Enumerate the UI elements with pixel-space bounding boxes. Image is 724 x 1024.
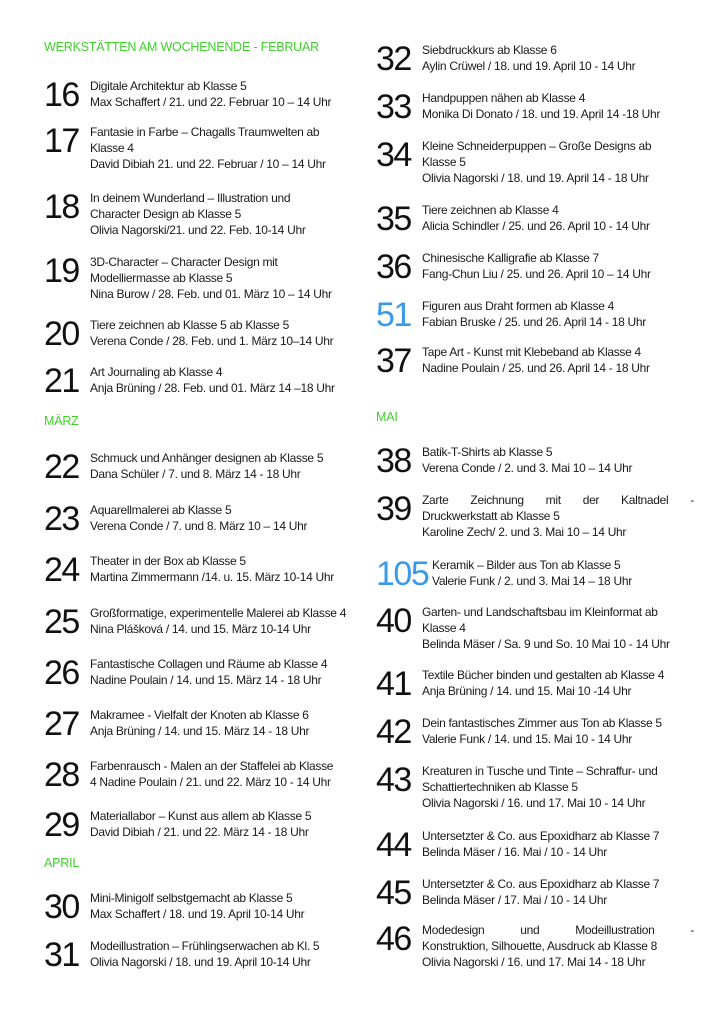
workshop-title: 3D-Character – Character Design mit [90, 255, 278, 269]
workshop-number: 44 [376, 826, 411, 864]
workshop-title: Großformatige, experimentelle Malerei ab Klasse 4 [90, 606, 347, 620]
workshop-title: Modeillustration – Frühlingserwachen ab Kl. 5 [90, 939, 320, 953]
workshop-instructor-date: Anja Brüning / 14. und 15. März 14 - 18 Uhr [90, 724, 310, 738]
workshop-title: Untersetzter & Co. aus Epoxidharz ab Klasse 7 [422, 829, 660, 843]
workshop-number: 46 [376, 920, 411, 958]
workshop-details [90, 553, 362, 585]
workshop-details [90, 890, 362, 922]
workshop-title: Untersetzter & Co. aus Epoxidharz ab Klasse 7 [422, 877, 660, 891]
workshop-number: 32 [376, 40, 411, 78]
workshop-title: Mini-Minigolf selbstgemacht ab Klasse 5 [90, 891, 293, 905]
section-heading-mai: MAI [376, 410, 398, 424]
workshop-details [90, 317, 362, 349]
workshop-details [422, 604, 694, 652]
workshop-title: Tape Art - Kunst mit Klebeband ab Klasse 4 [422, 345, 641, 359]
workshop-details [422, 202, 694, 234]
workshop-instructor-date: David Dibiah 21. und 22. Februar / 10 – 14 Uhr [90, 157, 326, 171]
workshop-number: 51 [376, 296, 411, 334]
workshop-title: Klasse 5 [422, 155, 466, 169]
workshop-title: Kleine Schneiderpuppen – Große Designs ab [422, 139, 652, 153]
workshop-details [422, 876, 694, 908]
workshop-details [90, 605, 362, 637]
workshop-details [90, 254, 362, 302]
workshop-instructor-date: Anja Brüning / 14. und 15. Mai 10 -14 Uhr [422, 684, 632, 698]
workshop-title: Garten- und Landschaftsbau im Kleinformat ab [422, 605, 658, 619]
workshop-number: 39 [376, 490, 411, 528]
workshop-title: Chinesische Kalligrafie ab Klasse 7 [422, 251, 599, 265]
workshop-number: 34 [376, 136, 411, 174]
workshop-details [432, 557, 694, 589]
workshop-instructor-date: Alicia Schindler / 25. und 26. April 10 - 14 Uhr [422, 219, 650, 233]
workshop-number: 27 [44, 705, 79, 743]
workshop-title: Art Journaling ab Klasse 4 [90, 365, 223, 379]
section-heading-maerz: MÄRZ [44, 414, 79, 428]
workshop-title: Konstruktion, Silhouette, Ausdruck ab Klasse 8 [422, 939, 658, 953]
workshop-title: Farbenrausch - Malen an der Staffelei ab Klasse [90, 759, 334, 773]
workshop-number: 22 [44, 448, 79, 486]
workshop-details [90, 364, 362, 396]
workshop-number: 29 [44, 806, 79, 844]
workshop-number: 19 [44, 252, 79, 290]
workshop-instructor-date: Nina Plášková / 14. und 15. März 10-14 Uhr [90, 622, 311, 636]
workshop-instructor-date: Olivia Nagorski / 16. und 17. Mai 14 - 18 Uhr [422, 955, 646, 969]
workshop-details [422, 667, 694, 699]
workshop-title: Tiere zeichnen ab Klasse 5 ab Klasse 5 [90, 318, 289, 332]
workshop-instructor-date: David Dibiah / 21. und 22. März 14 - 18 Uhr [90, 825, 309, 839]
workshop-number: 21 [44, 362, 79, 400]
workshop-instructor-date: Nina Burow / 28. Feb. und 01. März 10 – 14 Uhr [90, 287, 332, 301]
workshop-details [90, 656, 362, 688]
workshop-number: 35 [376, 200, 411, 238]
workshop-instructor-date: Verena Conde / 7. und 8. März 10 – 14 Uhr [90, 519, 308, 533]
workshop-title: Digitale Architektur ab Klasse 5 [90, 79, 247, 93]
workshop-title: Modedesign und Modeillustration - [422, 923, 694, 937]
workshop-instructor-date: Belinda Mäser / Sa. 9 und So. 10 Mai 10 - 14 Uhr [422, 637, 670, 651]
workshop-title: Fantastische Collagen und Räume ab Klasse 4 [90, 657, 328, 671]
workshop-instructor-date: Nadine Poulain / 14. und 15. März 14 - 18 Uhr [90, 673, 322, 687]
workshop-title: Theater in der Box ab Klasse 5 [90, 554, 246, 568]
workshop-title: Materiallabor – Kunst aus allem ab Klasse 5 [90, 809, 312, 823]
workshop-details [90, 758, 362, 790]
workshop-instructor-date: Karoline Zech/ 2. und 3. Mai 10 – 14 Uhr [422, 525, 627, 539]
workshop-details [90, 707, 362, 739]
workshop-details [422, 90, 694, 122]
workshop-details [422, 828, 694, 860]
workshop-instructor-date: Belinda Mäser / 16. Mai / 10 - 14 Uhr [422, 845, 607, 859]
workshop-details [422, 444, 694, 476]
workshop-details [90, 190, 362, 238]
workshop-details [90, 450, 362, 482]
workshop-title: Handpuppen nähen ab Klasse 4 [422, 91, 586, 105]
workshop-details [422, 715, 694, 747]
workshop-title: Klasse 4 [90, 141, 134, 155]
workshop-number: 26 [44, 654, 79, 692]
workshop-number: 105 [376, 555, 429, 593]
workshop-details [90, 124, 362, 172]
workshop-number: 37 [376, 342, 411, 380]
workshop-instructor-date: Valerie Funk / 14. und 15. Mai 10 - 14 Uhr [422, 732, 632, 746]
workshop-title: Tiere zeichnen ab Klasse 4 [422, 203, 559, 217]
workshop-instructor-date: Verena Conde / 28. Feb. und 1. März 10–14 Uhr [90, 334, 334, 348]
workshop-number: 20 [44, 315, 79, 353]
section-heading-april: APRIL [44, 856, 80, 870]
workshop-instructor-date: Aylin Crüwel / 18. und 19. April 10 - 14 Uhr [422, 59, 636, 73]
workshop-title: Keramik – Bilder aus Ton ab Klasse 5 [432, 558, 621, 572]
workshop-number: 40 [376, 602, 411, 640]
workshop-instructor-date: Belinda Mäser / 17. Mai / 10 - 14 Uhr [422, 893, 607, 907]
workshop-title: Siebdruckkurs ab Klasse 6 [422, 43, 557, 57]
workshop-title: Textile Bücher binden und gestalten ab Klasse 4 [422, 668, 665, 682]
workshop-title: Modelliermasse ab Klasse 5 [90, 271, 233, 285]
workshop-title: Makramee - Vielfalt der Knoten ab Klasse 6 [90, 708, 309, 722]
workshop-number: 36 [376, 248, 411, 286]
workshop-instructor-date: Verena Conde / 2. und 3. Mai 10 – 14 Uhr [422, 461, 633, 475]
workshop-instructor-date: Nadine Poulain / 25. und 26. April 14 - 18 Uhr [422, 361, 650, 375]
workshop-title: Figuren aus Draht formen ab Klasse 4 [422, 299, 614, 313]
workshop-details [422, 298, 694, 330]
workshop-details [422, 138, 694, 186]
workshop-instructor-date: Max Schaffert / 21. und 22. Februar 10 – 14 Uhr [90, 95, 332, 109]
workshop-instructor-date: Olivia Nagorski / 16. und 17. Mai 10 - 14 Uhr [422, 796, 646, 810]
workshop-number: 17 [44, 122, 79, 160]
section-heading-februar: WERKSTÄTTEN AM WOCHENENDE - FEBRUAR [44, 40, 319, 54]
workshop-title: Aquarellmalerei ab Klasse 5 [90, 503, 232, 517]
workshop-title: Fantasie in Farbe – Chagalls Traumwelten ab [90, 125, 320, 139]
workshop-number: 41 [376, 665, 411, 703]
workshop-details [422, 922, 694, 970]
workshop-number: 23 [44, 500, 79, 538]
workshop-instructor-date: Olivia Nagorski / 18. und 19. April 14 - 18 Uhr [422, 171, 649, 185]
workshop-number: 45 [376, 874, 411, 912]
workshop-number: 30 [44, 888, 79, 926]
workshop-number: 18 [44, 188, 79, 226]
workshop-title: Klasse 4 [422, 621, 466, 635]
workshop-title: Kreaturen in Tusche und Tinte – Schraffur- und [422, 764, 658, 778]
workshop-instructor-date: Dana Schüler / 7. und 8. März 14 - 18 Uhr [90, 467, 301, 481]
workshop-number: 43 [376, 761, 411, 799]
workshop-details [422, 42, 694, 74]
workshop-details [422, 250, 694, 282]
workshop-details [90, 938, 362, 970]
workshop-title: Schattiertechniken ab Klasse 5 [422, 780, 578, 794]
workshop-instructor-date: Fabian Bruske / 25. und 26. April 14 - 18 Uhr [422, 315, 646, 329]
workshop-details [422, 492, 694, 540]
workshop-number: 28 [44, 756, 79, 794]
workshop-instructor-date: Max Schaffert / 18. und 19. April 10-14 Uhr [90, 907, 305, 921]
workshop-details [422, 344, 694, 376]
workshop-title: Druckwerkstatt ab Klasse 5 [422, 509, 560, 523]
workshop-number: 33 [376, 88, 411, 126]
workshop-title: Schmuck und Anhänger designen ab Klasse 5 [90, 451, 324, 465]
workshop-number: 42 [376, 713, 411, 751]
workshop-instructor-date: 4 Nadine Poulain / 21. und 22. März 10 - 14 Uhr [90, 775, 331, 789]
workshop-details [90, 502, 362, 534]
workshop-instructor-date: Martina Zimmermann /14. u. 15. März 10-14 Uhr [90, 570, 334, 584]
workshop-title: Dein fantastisches Zimmer aus Ton ab Klasse 5 [422, 716, 662, 730]
workshop-number: 25 [44, 603, 79, 641]
workshop-instructor-date: Anja Brüning / 28. Feb. und 01. März 14 –18 Uhr [90, 381, 335, 395]
workshop-title: Character Design ab Klasse 5 [90, 207, 242, 221]
workshop-instructor-date: Valerie Funk / 2. und 3. Mai 14 – 18 Uhr [432, 574, 632, 588]
workshop-title: In deinem Wunderland – Illustration und [90, 191, 291, 205]
workshop-number: 24 [44, 551, 79, 589]
workshop-details [422, 763, 694, 811]
workshop-instructor-date: Olivia Nagorski / 18. und 19. April 10-14 Uhr [90, 955, 311, 969]
workshop-number: 16 [44, 76, 79, 114]
workshop-details [90, 808, 362, 840]
workshop-number: 38 [376, 442, 411, 480]
workshop-title: Batik-T-Shirts ab Klasse 5 [422, 445, 553, 459]
workshop-instructor-date: Fang-Chun Liu / 25. und 26. April 10 – 14 Uhr [422, 267, 651, 281]
workshop-instructor-date: Monika Di Donato / 18. und 19. April 14 -18 Uhr [422, 107, 661, 121]
workshop-number: 31 [44, 936, 79, 974]
workshop-title: Zarte Zeichnung mit der Kaltnadel - [422, 493, 694, 507]
workshop-instructor-date: Olivia Nagorski/21. und 22. Feb. 10-14 Uhr [90, 223, 306, 237]
workshop-details [90, 78, 362, 110]
